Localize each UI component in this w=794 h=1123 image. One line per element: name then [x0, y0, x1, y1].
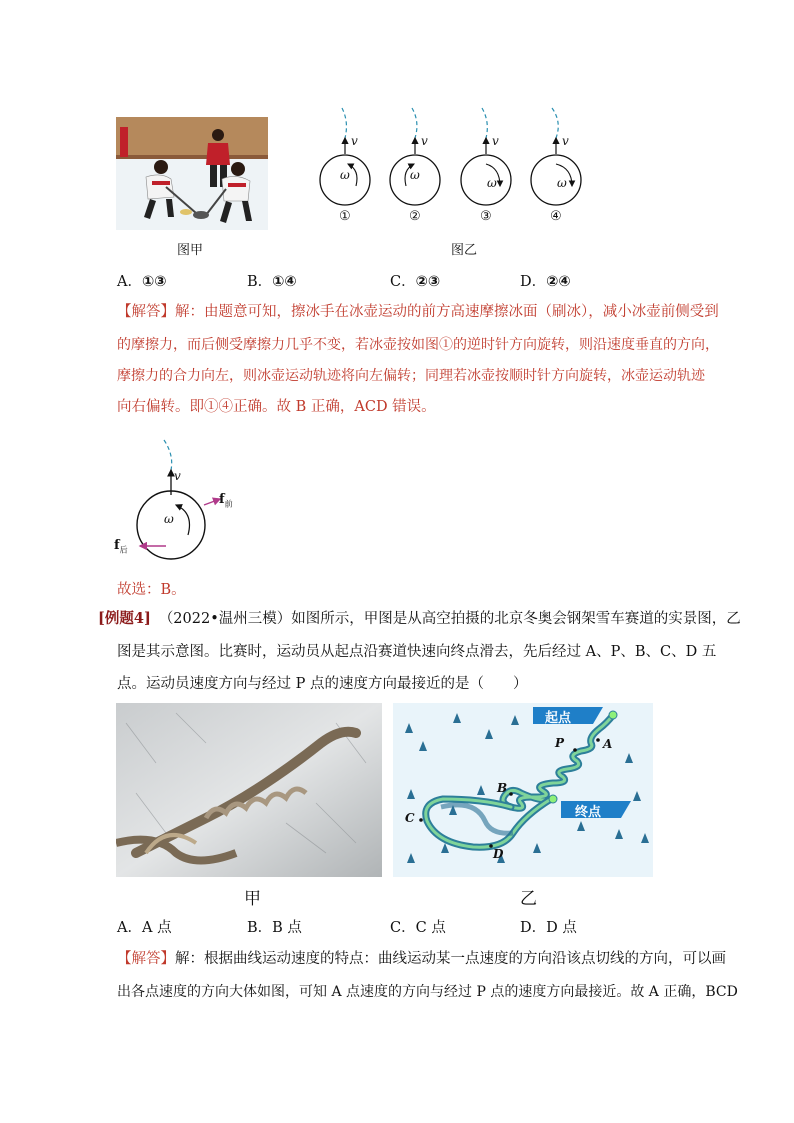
q4-option-d: D．D 点 — [520, 920, 577, 936]
point-b-label: B — [497, 781, 508, 795]
example4-line-2: 图是其示意图。比赛时，运动员从起点沿赛道快速向终点滑去，先后经过 A、P、B、C、D 五 — [117, 644, 717, 660]
point-d-label: D — [493, 847, 504, 861]
end-label: 终点 — [575, 805, 602, 820]
figure-caption-left: 图甲 — [177, 243, 204, 258]
f-front-label: $f_前$ — [219, 492, 233, 509]
answer-line-3: 摩擦力的合力向左，则冰壶运动轨迹将向左偏转；同理若冰壶按顺时针方向旋转，冰壶运动轨迹 — [117, 368, 705, 384]
curling-photo — [116, 117, 268, 230]
omega-label-4: ω — [557, 176, 567, 190]
choice-1: 故选：B。 — [117, 582, 186, 598]
figure-caption-right: 图乙 — [451, 243, 478, 258]
answer-paragraph-1 — [117, 300, 719, 324]
circle-number-2: ② — [409, 209, 421, 224]
curling-photo-drawing — [116, 117, 268, 230]
f-back-label: $f_后$ — [114, 538, 128, 555]
q4-option-b: B．B 点 — [247, 920, 302, 936]
circle-1-diagram — [320, 108, 370, 205]
track-caption-left: 甲 — [244, 889, 261, 909]
answer2-tag: 【解答】 — [117, 951, 175, 967]
q4-option-c: C．C 点 — [390, 920, 446, 936]
start-label: 起点 — [545, 711, 572, 726]
option-d: D．②④ — [520, 274, 571, 290]
circle-number-3: ③ — [480, 209, 492, 224]
point-a-label: A — [603, 737, 613, 751]
omega-label-2: ω — [410, 168, 420, 182]
answer2-line-2: 出各点速度的方向大体如图，可知 A 点速度的方向与经过 P 点的速度方向最接近。故 A 正确，BCD — [117, 984, 738, 1000]
track-diagram-drawing — [393, 703, 653, 877]
answer2-text-1: 解：根据曲线运动速度的特点：曲线运动某一点速度的方向沿该点切线的方向，可以画 — [175, 951, 726, 967]
omega-label-3: ω — [487, 176, 497, 190]
option-a: A．①③ — [117, 274, 167, 290]
q4-option-a: A．A 点 — [117, 920, 172, 936]
v-label-4: v — [562, 134, 569, 148]
option-c: C．②③ — [390, 274, 441, 290]
force-v-label: v — [174, 469, 181, 483]
circle-3-diagram — [461, 108, 511, 205]
circle-2-diagram — [390, 108, 440, 205]
track-photo-drawing — [116, 703, 382, 877]
answer-line-4: 向右偏转。即①④正确。故 B 正确，ACD 错误。 — [117, 399, 436, 415]
answer-tag: 【解答】 — [117, 304, 175, 320]
point-p-label: P — [555, 736, 565, 750]
omega-label-1: ω — [340, 168, 350, 182]
example4-line-3: 点。运动员速度方向与经过 P 点的速度方向最接近的是（ ） — [117, 676, 528, 692]
option-b: B．①④ — [247, 274, 297, 290]
v-label-3: v — [492, 134, 499, 148]
circle-4-diagram — [531, 108, 581, 205]
circle-number-1: ① — [339, 209, 351, 224]
example4-text-1: （2022•温州三模）如图所示，甲图是从高空拍摄的北京冬奥会钢架雪车赛道的实景图，乙 — [158, 611, 741, 627]
point-c-label: C — [405, 811, 415, 825]
answer-line-1: 解：由题意可知，擦冰手在冰壶运动的前方高速摩擦冰面（刷冰），减小冰壶前侧受到 — [175, 304, 719, 320]
v-label-2: v — [421, 134, 428, 148]
v-label-1: v — [351, 134, 358, 148]
answer2-line-1 — [117, 947, 726, 971]
track-photo — [116, 703, 382, 877]
track-caption-right: 乙 — [520, 889, 537, 909]
example4-line-1 — [98, 607, 741, 631]
force-omega-label: ω — [164, 512, 174, 526]
answer-line-2: 的摩擦力，而后侧受摩擦力几乎不变，若冰壶按如图①的逆时针方向旋转，则沿速度垂直的方向， — [117, 337, 719, 353]
example4-tag: [例题4] — [98, 610, 151, 627]
circle-number-4: ④ — [550, 209, 562, 224]
track-diagram — [393, 703, 653, 877]
